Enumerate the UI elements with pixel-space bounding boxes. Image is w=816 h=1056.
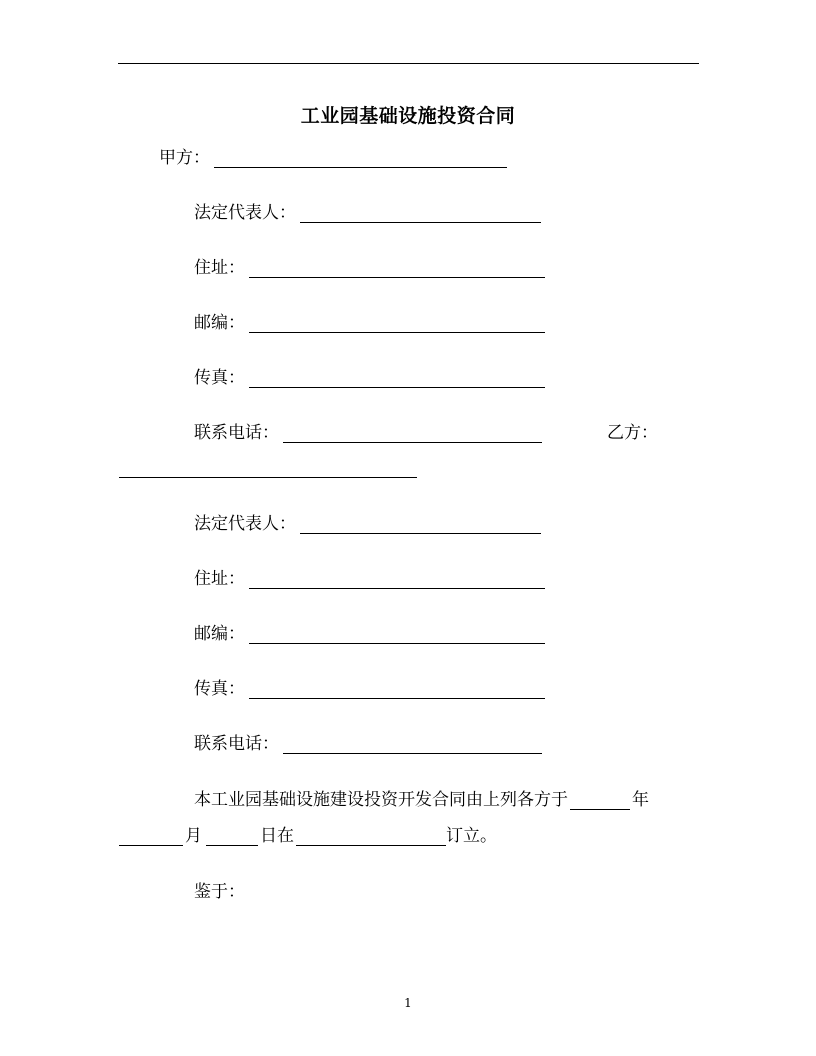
party-b-rep-line [194, 512, 541, 536]
party-b-address-line [194, 567, 545, 591]
party-a-phone-field[interactable] [283, 424, 542, 443]
party-b-address-field[interactable] [249, 570, 545, 589]
party-b-rep-label: 法定代表人： [194, 514, 296, 534]
party-b-fax-line [194, 677, 545, 701]
party-b-line [607, 421, 658, 445]
party-b-phone-label: 联系电话： [194, 734, 279, 754]
month-field[interactable] [119, 827, 183, 846]
party-b-postcode-line [194, 622, 545, 646]
party-b-postcode-field[interactable] [249, 625, 545, 644]
party-a-rep-field[interactable] [300, 204, 541, 223]
party-a-address-line [194, 256, 545, 280]
whereas-line [194, 880, 245, 904]
signed-label: 订立。 [446, 826, 497, 846]
party-a-postcode-field[interactable] [249, 314, 545, 333]
header-rule [118, 63, 699, 64]
party-a-fax-line [194, 366, 545, 390]
party-b-phone-line [194, 732, 542, 756]
month-label: 月 [185, 826, 202, 846]
party-b-postcode-label: 邮编： [194, 624, 245, 644]
party-b-fax-field[interactable] [249, 680, 545, 699]
party-a-rep-line [194, 201, 541, 225]
party-b-fax-label: 传真： [194, 679, 245, 699]
party-a-rep-label: 法定代表人： [194, 203, 296, 223]
party-a-address-label: 住址： [194, 258, 245, 278]
document-title: 工业园基础设施投资合同 [300, 105, 516, 127]
party-b-phone-field[interactable] [283, 735, 542, 754]
party-a-label: 甲方： [159, 148, 210, 168]
party-b-label: 乙方： [607, 423, 658, 443]
party-a-phone-line [194, 421, 542, 445]
intro-line-1 [194, 788, 649, 812]
day-field[interactable] [206, 827, 258, 846]
year-field[interactable] [570, 791, 630, 810]
party-b-name-field[interactable] [119, 477, 417, 478]
party-b-address-label: 住址： [194, 569, 245, 589]
party-a-line [159, 146, 507, 170]
party-a-name-field[interactable] [214, 149, 507, 168]
whereas-label: 鉴于： [194, 882, 245, 902]
year-label: 年 [632, 790, 649, 810]
intro-line-2 [119, 824, 497, 848]
party-a-fax-label: 传真： [194, 368, 245, 388]
party-a-postcode-label: 邮编： [194, 313, 245, 333]
page-number: 1 [404, 996, 412, 1010]
intro-text: 本工业园基础设施建设投资开发合同由上列各方于 [194, 790, 568, 810]
party-b-rep-field[interactable] [300, 515, 541, 534]
party-a-phone-label: 联系电话： [194, 423, 279, 443]
party-a-fax-field[interactable] [249, 369, 545, 388]
day-label: 日在 [260, 826, 294, 846]
party-a-postcode-line [194, 311, 545, 335]
party-a-address-field[interactable] [249, 259, 545, 278]
location-field[interactable] [296, 827, 446, 846]
